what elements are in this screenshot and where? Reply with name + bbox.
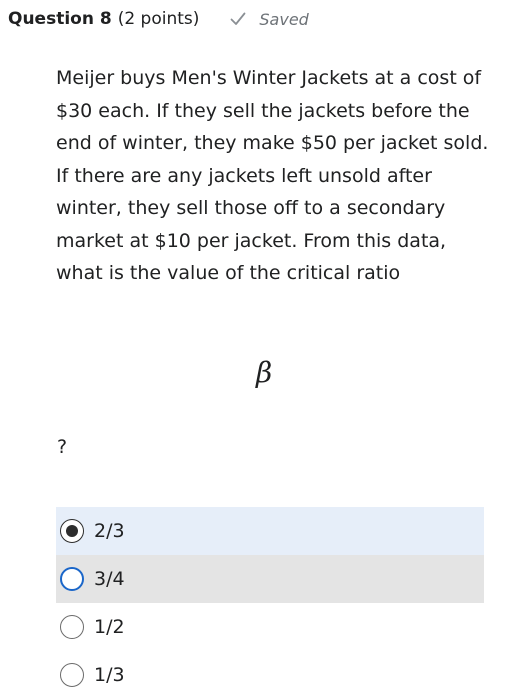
answer-option-2-3[interactable]: [56, 507, 484, 555]
answer-options: [56, 507, 484, 699]
radio-button[interactable]: [60, 615, 84, 639]
question-header: [8, 5, 309, 33]
answer-label: 2/3: [94, 520, 125, 542]
question-mark: ?: [57, 436, 68, 458]
answer-option-3-4[interactable]: [56, 555, 484, 603]
radio-button-selected[interactable]: [60, 519, 84, 543]
question-text: Meijer buys Men's Winter Jackets at a cost of $30 each. If they sell the jackets before the end of winter, they make $50 per jacket sold. If there are any jackets left unsold after winter, they sell those off to a secondary market at $10 per jacket. From this data, what is the value of the critical ratio: [56, 67, 489, 284]
checkmark-icon: [229, 10, 247, 28]
radio-button[interactable]: [60, 567, 84, 591]
beta-symbol: β: [256, 356, 273, 389]
question-points: (2 points): [117, 9, 200, 29]
saved-label: Saved: [259, 9, 309, 29]
saved-status: [229, 10, 308, 29]
radio-button[interactable]: [60, 663, 84, 687]
answer-label: 1/3: [94, 664, 125, 686]
answer-label: 1/2: [94, 616, 125, 638]
answer-label: 3/4: [94, 568, 125, 590]
answer-option-1-3[interactable]: [56, 651, 484, 699]
answer-option-1-2[interactable]: [56, 603, 484, 651]
question-title: Question 8: [8, 9, 112, 29]
